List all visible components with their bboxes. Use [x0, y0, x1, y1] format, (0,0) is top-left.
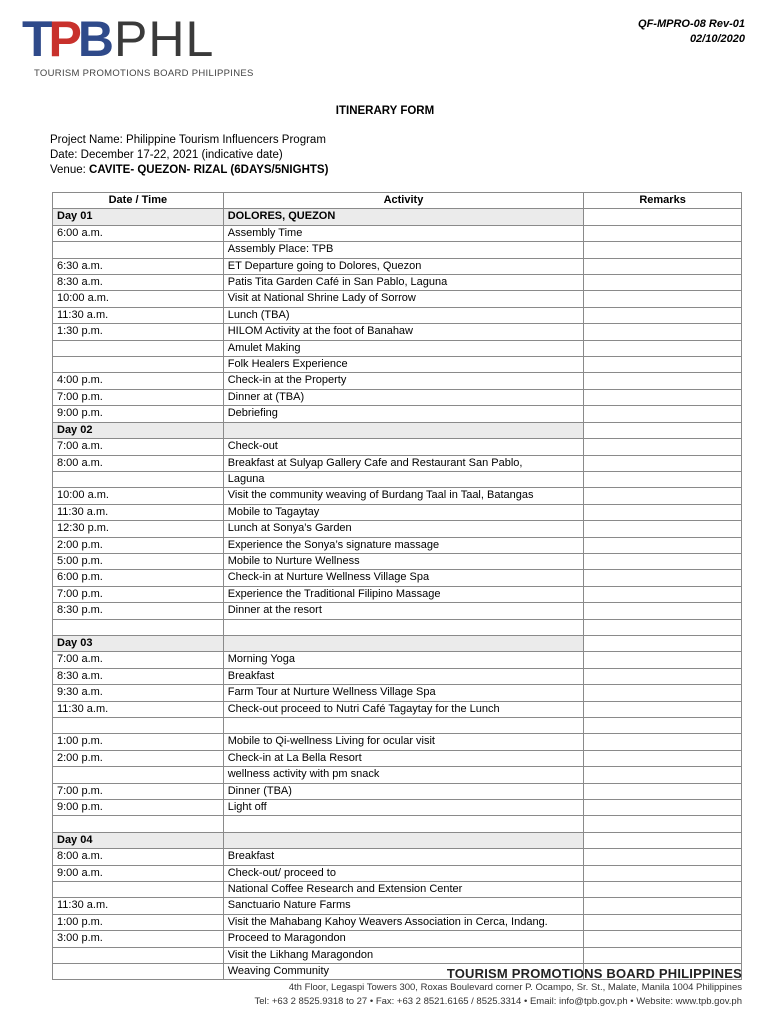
time-cell: 8:30 a.m. — [53, 668, 224, 684]
activity-cell — [223, 619, 583, 635]
table-row — [53, 685, 742, 701]
project-meta — [50, 133, 328, 178]
time-cell — [53, 816, 224, 832]
remarks-cell — [584, 389, 742, 405]
activity-cell: Check-out/ proceed to — [223, 865, 583, 881]
remarks-cell — [584, 324, 742, 340]
remarks-cell — [584, 734, 742, 750]
page-footer — [0, 966, 742, 1009]
table-row — [53, 242, 742, 258]
table-row — [53, 701, 742, 717]
header-remarks: Remarks — [584, 193, 742, 209]
remarks-cell — [584, 521, 742, 537]
time-cell: 11:30 a.m. — [53, 504, 224, 520]
time-cell: Day 03 — [53, 635, 224, 651]
time-cell: 3:00 p.m. — [53, 931, 224, 947]
logo-phl: PHL — [114, 11, 215, 67]
time-cell: 6:00 a.m. — [53, 225, 224, 241]
time-cell: 9:00 p.m. — [53, 406, 224, 422]
time-cell — [53, 947, 224, 963]
project-date: Date: December 17-22, 2021 (indicative date) — [50, 149, 283, 161]
time-cell: 7:00 a.m. — [53, 439, 224, 455]
time-cell: 2:00 p.m. — [53, 537, 224, 553]
project-venue — [50, 163, 328, 178]
activity-cell: Check-out proceed to Nutri Café Tagaytay for the Lunch — [223, 701, 583, 717]
time-cell — [53, 882, 224, 898]
activity-cell: Proceed to Maragondon — [223, 931, 583, 947]
table-row — [53, 389, 742, 405]
table-row — [53, 406, 742, 422]
time-cell: 11:30 a.m. — [53, 701, 224, 717]
remarks-cell — [584, 488, 742, 504]
table-row — [53, 324, 742, 340]
activity-cell: Farm Tour at Nurture Wellness Village Spa — [223, 685, 583, 701]
itinerary-table — [52, 192, 742, 980]
time-cell: 7:00 p.m. — [53, 783, 224, 799]
time-cell — [53, 357, 224, 373]
time-cell: Day 02 — [53, 422, 224, 438]
activity-cell: Mobile to Nurture Wellness — [223, 553, 583, 569]
activity-cell: Visit at National Shrine Lady of Sorrow — [223, 291, 583, 307]
activity-cell: Breakfast — [223, 668, 583, 684]
time-cell — [53, 340, 224, 356]
remarks-cell — [584, 717, 742, 733]
time-cell — [53, 242, 224, 258]
remarks-cell — [584, 931, 742, 947]
activity-cell: Amulet Making — [223, 340, 583, 356]
remarks-cell — [584, 668, 742, 684]
day-row — [53, 832, 742, 848]
activity-cell: Visit the community weaving of Burdang Taal in Taal, Batangas — [223, 488, 583, 504]
table-row — [53, 521, 742, 537]
activity-cell: Patis Tita Garden Café in San Pablo, Laguna — [223, 275, 583, 291]
footer-contact: Tel: +63 2 8525.9318 to 27 • Fax: +63 2 8521.6165 / 8525.3314 • Email: info@tpb.gov.ph • Website: www.tpb.gov.ph — [254, 996, 742, 1007]
activity-cell: Visit the Mahabang Kahoy Weavers Association in Cerca, Indang. — [223, 914, 583, 930]
table-row — [53, 800, 742, 816]
time-cell: 7:00 p.m. — [53, 586, 224, 602]
activity-cell: Breakfast — [223, 849, 583, 865]
time-cell — [53, 471, 224, 487]
table-row — [53, 668, 742, 684]
table-row — [53, 931, 742, 947]
table-row — [53, 275, 742, 291]
table-row — [53, 603, 742, 619]
table-row — [53, 570, 742, 586]
time-cell: 8:30 p.m. — [53, 603, 224, 619]
time-cell: 8:00 a.m. — [53, 455, 224, 471]
doc-code: QF-MPRO-08 Rev-01 — [638, 18, 745, 30]
logo-wordmark: TPB — [22, 11, 111, 67]
venue-label: Venue: — [50, 164, 90, 176]
table-row — [53, 767, 742, 783]
table-row — [53, 439, 742, 455]
activity-cell: Check-in at Nurture Wellness Village Spa — [223, 570, 583, 586]
table-row — [53, 865, 742, 881]
activity-cell: Folk Healers Experience — [223, 357, 583, 373]
logo-subtitle: TOURISM PROMOTIONS BOARD PHILIPPINES — [34, 68, 254, 79]
table-row — [53, 619, 742, 635]
day-row — [53, 422, 742, 438]
activity-cell: ET Departure going to Dolores, Quezon — [223, 258, 583, 274]
time-cell: 8:30 a.m. — [53, 275, 224, 291]
project-name: Project Name: Philippine Tourism Influencers Program — [50, 134, 326, 146]
table-row — [53, 373, 742, 389]
time-cell: 5:00 p.m. — [53, 553, 224, 569]
tpb-logo-mark — [22, 11, 215, 67]
activity-cell: National Coffee Research and Extension Center — [223, 882, 583, 898]
table-row — [53, 783, 742, 799]
venue-value: CAVITE- QUEZON- RIZAL (6DAYS/5NIGHTS) — [89, 164, 329, 176]
time-cell: 6:30 a.m. — [53, 258, 224, 274]
table-row — [53, 357, 742, 373]
activity-cell: Visit the Likhang Maragondon — [223, 947, 583, 963]
table-row — [53, 816, 742, 832]
header-activity: Activity — [223, 193, 583, 209]
activity-cell: Experience the Sonya’s signature massage — [223, 537, 583, 553]
time-cell — [53, 717, 224, 733]
remarks-cell — [584, 340, 742, 356]
day-row — [53, 635, 742, 651]
remarks-cell — [584, 455, 742, 471]
remarks-cell — [584, 537, 742, 553]
time-cell: 7:00 a.m. — [53, 652, 224, 668]
remarks-cell — [584, 750, 742, 766]
form-title: ITINERARY FORM — [335, 105, 435, 117]
activity-cell: wellness activity with pm snack — [223, 767, 583, 783]
activity-cell: Lunch at Sonya’s Garden — [223, 521, 583, 537]
activity-cell: Sanctuario Nature Farms — [223, 898, 583, 914]
remarks-cell — [584, 225, 742, 241]
remarks-cell — [584, 849, 742, 865]
activity-cell: Morning Yoga — [223, 652, 583, 668]
activity-cell: Check-in at the Property — [223, 373, 583, 389]
activity-cell: Mobile to Qi-wellness Living for ocular visit — [223, 734, 583, 750]
activity-cell: Mobile to Tagaytay — [223, 504, 583, 520]
remarks-cell — [584, 553, 742, 569]
time-cell: 11:30 a.m. — [53, 898, 224, 914]
tpb-logo — [22, 11, 254, 82]
remarks-cell — [584, 832, 742, 848]
activity-cell: Breakfast at Sulyap Gallery Cafe and Restaurant San Pablo, — [223, 455, 583, 471]
remarks-cell — [584, 882, 742, 898]
activity-cell: Experience the Traditional Filipino Massage — [223, 586, 583, 602]
table-row — [53, 258, 742, 274]
time-cell: Day 01 — [53, 209, 224, 225]
time-cell: 1:00 p.m. — [53, 734, 224, 750]
activity-cell — [223, 422, 583, 438]
time-cell: 1:30 p.m. — [53, 324, 224, 340]
remarks-cell — [584, 258, 742, 274]
remarks-cell — [584, 783, 742, 799]
time-cell: 4:00 p.m. — [53, 373, 224, 389]
table-row — [53, 291, 742, 307]
time-cell: Day 04 — [53, 832, 224, 848]
time-cell: 9:00 p.m. — [53, 800, 224, 816]
activity-cell — [223, 816, 583, 832]
time-cell: 2:00 p.m. — [53, 750, 224, 766]
remarks-cell — [584, 800, 742, 816]
remarks-cell — [584, 635, 742, 651]
doc-date: 02/10/2020 — [689, 33, 745, 45]
activity-cell: DOLORES, QUEZON — [223, 209, 583, 225]
table-row — [53, 849, 742, 865]
activity-cell: Lunch (TBA) — [223, 307, 583, 323]
activity-cell: Dinner (TBA) — [223, 783, 583, 799]
table-row — [53, 586, 742, 602]
remarks-cell — [584, 373, 742, 389]
time-cell — [53, 767, 224, 783]
time-cell: 9:30 a.m. — [53, 685, 224, 701]
remarks-cell — [584, 914, 742, 930]
table-row — [53, 504, 742, 520]
time-cell: 11:30 a.m. — [53, 307, 224, 323]
table-row — [53, 750, 742, 766]
remarks-cell — [584, 898, 742, 914]
activity-cell: Assembly Place: TPB — [223, 242, 583, 258]
table-row — [53, 717, 742, 733]
table-row — [53, 882, 742, 898]
table-row — [53, 471, 742, 487]
remarks-cell — [584, 652, 742, 668]
time-cell: 8:00 a.m. — [53, 849, 224, 865]
table-row — [53, 947, 742, 963]
table-row — [53, 307, 742, 323]
table-row — [53, 898, 742, 914]
day-row — [53, 209, 742, 225]
remarks-cell — [584, 701, 742, 717]
activity-cell: Check-out — [223, 439, 583, 455]
remarks-cell — [584, 947, 742, 963]
document-reference — [638, 17, 745, 47]
remarks-cell — [584, 242, 742, 258]
time-cell: 10:00 a.m. — [53, 488, 224, 504]
activity-cell: Dinner at the resort — [223, 603, 583, 619]
remarks-cell — [584, 422, 742, 438]
table-row — [53, 652, 742, 668]
remarks-cell — [584, 603, 742, 619]
remarks-cell — [584, 685, 742, 701]
table-row — [53, 455, 742, 471]
activity-cell: HILOM Activity at the foot of Banahaw — [223, 324, 583, 340]
itinerary-body — [53, 209, 742, 980]
remarks-cell — [584, 439, 742, 455]
time-cell: 10:00 a.m. — [53, 291, 224, 307]
table-row — [53, 225, 742, 241]
activity-cell: Weaving Community — [223, 964, 583, 980]
table-row — [53, 537, 742, 553]
time-cell — [53, 619, 224, 635]
remarks-cell — [584, 619, 742, 635]
activity-cell: Laguna — [223, 471, 583, 487]
time-cell: 9:00 a.m. — [53, 865, 224, 881]
activity-cell — [223, 635, 583, 651]
header-date-time: Date / Time — [53, 193, 224, 209]
footer-organization: TOURISM PROMOTIONS BOARD PHILIPPINES — [446, 966, 742, 981]
remarks-cell — [584, 865, 742, 881]
remarks-cell — [584, 570, 742, 586]
remarks-cell — [584, 357, 742, 373]
remarks-cell — [584, 275, 742, 291]
remarks-cell — [584, 209, 742, 225]
remarks-cell — [584, 767, 742, 783]
remarks-cell — [584, 816, 742, 832]
table-row — [53, 553, 742, 569]
activity-cell: Debriefing — [223, 406, 583, 422]
activity-cell: Check-in at La Bella Resort — [223, 750, 583, 766]
activity-cell — [223, 832, 583, 848]
time-cell: 6:00 p.m. — [53, 570, 224, 586]
footer-address: 4th Floor, Legaspi Towers 300, Roxas Boulevard corner P. Ocampo, Sr. St., Malate, Manila 1004 Philippines — [288, 982, 742, 993]
table-row — [53, 914, 742, 930]
remarks-cell — [584, 406, 742, 422]
time-cell: 1:00 p.m. — [53, 914, 224, 930]
table-row — [53, 734, 742, 750]
remarks-cell — [584, 586, 742, 602]
remarks-cell — [584, 291, 742, 307]
table-row — [53, 488, 742, 504]
remarks-cell — [584, 307, 742, 323]
table-header-row — [53, 193, 742, 209]
remarks-cell — [584, 504, 742, 520]
remarks-cell — [584, 471, 742, 487]
table-row — [53, 340, 742, 356]
activity-cell: Light off — [223, 800, 583, 816]
activity-cell: Assembly Time — [223, 225, 583, 241]
time-cell: 7:00 p.m. — [53, 389, 224, 405]
activity-cell — [223, 717, 583, 733]
time-cell: 12:30 p.m. — [53, 521, 224, 537]
activity-cell: Dinner at (TBA) — [223, 389, 583, 405]
